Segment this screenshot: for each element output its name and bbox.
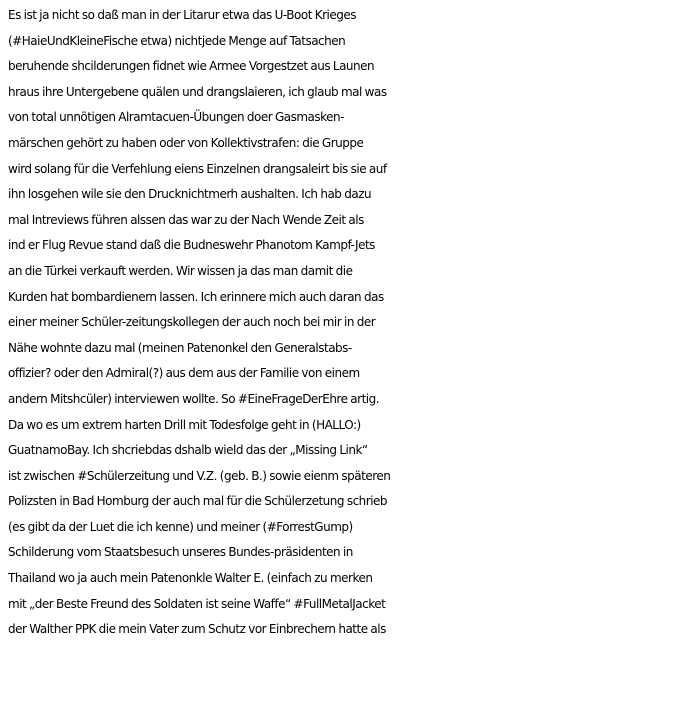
text-line-13: einer meiner Schüler-zeitungskollegen der auch noch bei mir in der xyxy=(8,315,376,330)
text-line-14: Nähe wohnte dazu mal (meinen Patenonkel den Generalstabs- xyxy=(8,340,352,355)
text-line-9: mal Intreviews führen alssen das war zu der Nach Wende Zeit als xyxy=(8,212,364,227)
text-line-23: Thailand wo ja auch mein Patenonkle Walter E. (einfach zu merken xyxy=(8,571,373,586)
text-line-18: GuatnamoBay. Ich shcriebdas dshalb wield das der „Missing Link“ xyxy=(8,443,368,458)
text-line-10: ind er Flug Revue stand daß die Budneswehr Phanotom Kampf-Jets xyxy=(8,238,375,253)
text-line-4: hraus ihre Untergebene quälen und drangslaieren, ich glaub mal was xyxy=(8,84,387,99)
text-line-5: von total unnötigen Alramtacuen-Übungen doer Gasmasken- xyxy=(8,110,344,125)
text-line-16: andern Mitshcüler) interviewen wollte. So #EineFrageDerEhre artig. xyxy=(8,391,380,406)
text-line-15: offizier? oder den Admiral(?) aus dem aus der Familie von einem xyxy=(8,366,360,381)
text-line-7: wird solang für die Verfehlung eiens Einzelnen drangsaleirt bis sie auf xyxy=(8,161,387,176)
text-line-6: märschen gehört zu haben oder von Kollektivstrafen: die Gruppe xyxy=(8,135,364,150)
text-line-21: (es gibt da der Luet die ich kenne) und meiner (#ForrestGump) xyxy=(8,519,353,534)
text-line-11: an die Türkei verkauft werden. Wir wissen ja das man damit die xyxy=(8,263,353,278)
text-line-8: ihn losgehen wile sie den Drucknichtmerh aushalten. Ich hab dazu xyxy=(8,187,372,202)
text-line-3: beruhende shcilderungen fidnet wie Armee Vorgestzet aus Launen xyxy=(8,59,375,74)
text-line-2: (#HaieUndKleineFische etwa) nichtjede Menge auf Tatsachen xyxy=(8,33,346,48)
text-line-19: ist zwischen #Schülerzeitung und V.Z. (geb. B.) sowie eienm späteren xyxy=(8,468,391,483)
text-line-12: Kurden hat bombardienern lassen. Ich erinnere mich auch daran das xyxy=(8,289,384,304)
text-line-20: Polizsten in Bad Homburg der auch mal für die Schülerzetung schrieb xyxy=(8,494,388,509)
text-line-1: Es ist ja nicht so daß man in der Litarur etwa das U-Boot Krieges xyxy=(8,8,356,22)
text-line-22: Schilderung vom Staatsbesuch unseres Bundes-präsidenten in xyxy=(8,545,353,560)
text-line-24: mit „der Beste Freund des Soldaten ist seine Waffe“ #FullMetalJacket xyxy=(8,596,386,611)
body-text xyxy=(8,3,684,643)
text-line-17: Da wo es um extrem harten Drill mit Todesfolge geht in (HALLO:) xyxy=(8,417,361,432)
text-line-25: der Walther PPK die mein Vater zum Schutz vor Einbrechern hatte als xyxy=(8,622,386,637)
